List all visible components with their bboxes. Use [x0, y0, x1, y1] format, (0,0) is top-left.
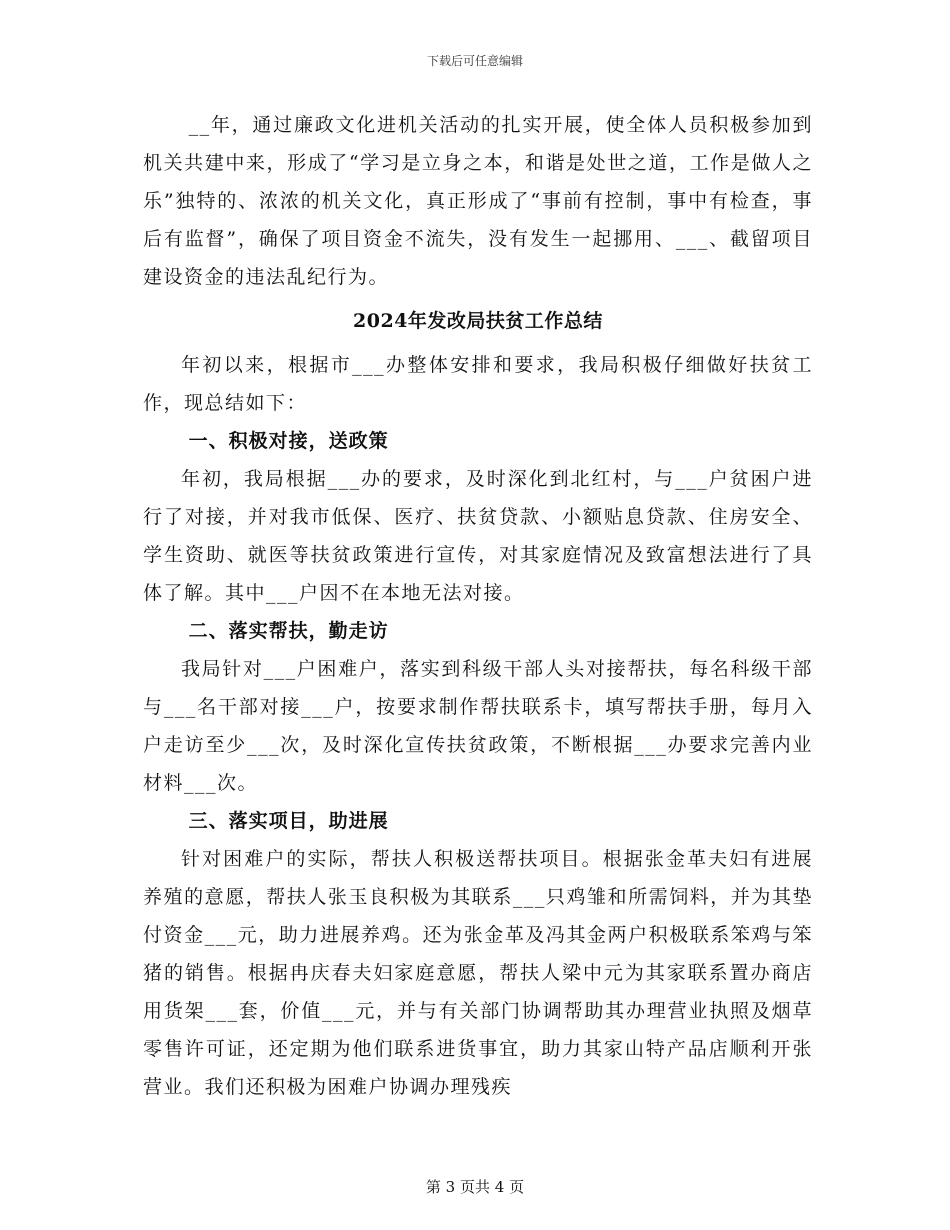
section-heading-3: 三、落实项目，助进展 — [188, 810, 389, 832]
opening-paragraph: 年初以来，根据市___办整体安排和要求，我局积极仔细做好扶贫工作，现总结如下： — [143, 354, 813, 414]
section-body-1: 年初，我局根据___办的要求，及时深化到北红村，与___户贫困户进行了对接，并对我市低保、医疗、扶贫贷款、小额贴息贷款、住房安全、学生资助、就医等扶贫政策进行宣传，对其家庭情况及致富想法进行了具体了解。其中___户因不在本地无法对接。 — [143, 468, 813, 604]
section-heading-1: 一、积极对接，送政策 — [188, 430, 389, 452]
header-note: 下载后可任意编辑 — [426, 54, 523, 68]
intro-paragraph: __年，通过廉政文化进机关活动的扎实开展，使全体人员积极参加到机关共建中来，形成了“学习是立身之本，和谐是处世之道，工作是做人之乐”独特的、浓浓的机关文化，真正形成了“事前有控制，事中有检查，事后有监督”，确保了项目资金不流失，没有发生一起挪用、___、截留项目建设资金的违法乱纪行为。 — [143, 114, 813, 288]
page-number-footer: 第 3 页共 4 页 — [425, 1178, 525, 1196]
section-body-3: 针对困难户的实际，帮扶人积极送帮扶项目。根据张金革夫妇有进展养殖的意愿，帮扶人张玉良积极为其联系___只鸡雏和所需饲料，并为其垫付资金___元，助力进展养鸡。还为张金革及冯其金两户积极联系笨鸡与笨猪的销售。根据冉庆春夫妇家庭意愿，帮扶人梁中元为其家联系置办商店用货架___套，价值___元，并与有关部门协调帮助其办理营业执照及烟草零售许可证，还定期为他们联系进货事宜，助力其家山特产品店顺利开张营业。我们还积极为困难户协调办理残疾 — [143, 848, 813, 1098]
document-title: 2024年发改局扶贫工作总结 — [353, 310, 603, 332]
section-heading-2: 二、落实帮扶，勤走访 — [188, 620, 389, 642]
document-body — [143, 106, 813, 1106]
section-body-2: 我局针对___户困难户，落实到科级干部人头对接帮扶，每名科级干部与___名干部对接___户，按要求制作帮扶联系卡，填写帮扶手册，每月入户走访至少___次，及时深化宣传扶贫政策，不断根据___办要求完善内业材料___次。 — [143, 658, 813, 794]
